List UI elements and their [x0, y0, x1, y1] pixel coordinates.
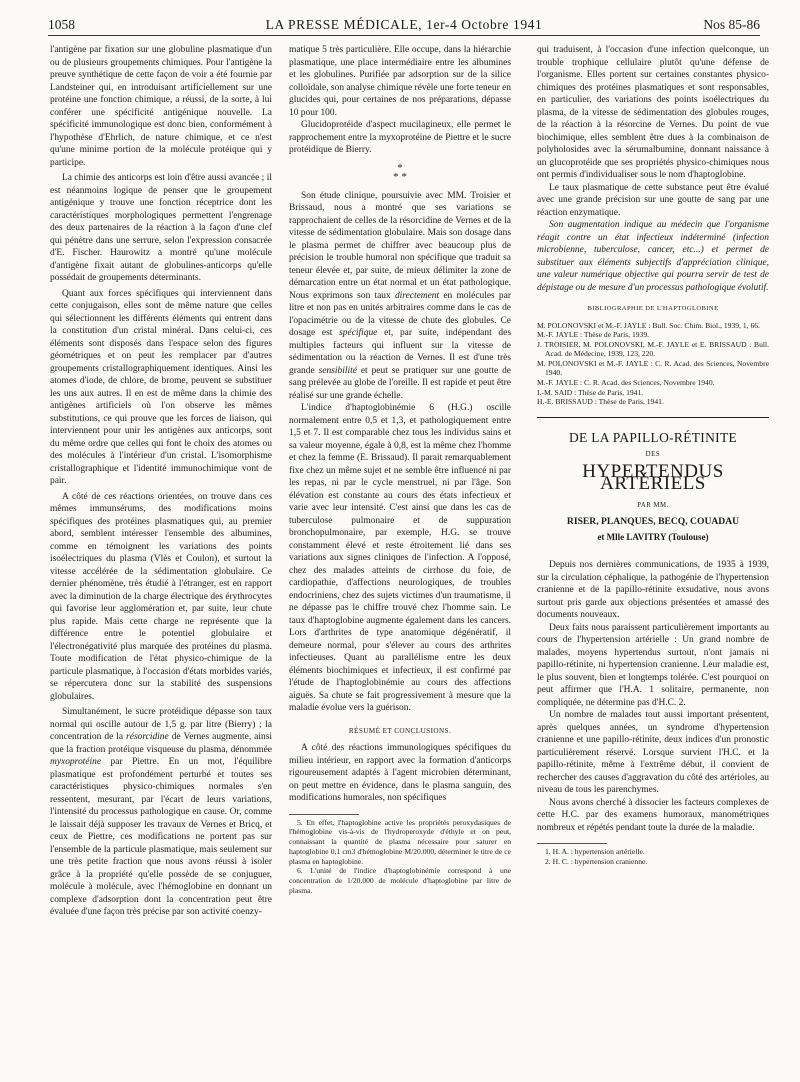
bibliography-heading: BIBLIOGRAPHIE DE L'HAPTOGLOBINE — [587, 305, 719, 312]
bibliography-entry: H.-E. BRISSAUD : Thèse de Paris, 1941. — [537, 397, 664, 407]
footnote: 1. H. A. : hypertension artérielle. — [545, 847, 645, 857]
text-run: de Vernes augmente, ainsi que la fraction protéique visqueuse du plasma, dénommée — [50, 732, 272, 755]
footnote: 6. L'unité de l'indice d'haptoglobinémie correspond à une concentration de 1/20.000 de molécule d'haptoglobine par litre de plasma. — [289, 866, 511, 896]
article-authors-affiliation: et Mlle LAVITRY (Toulouse) — [597, 531, 709, 542]
article-separator-rule — [537, 417, 769, 418]
text-run: Simultanément, le sucre protéidique dépasse son taux normal qui oscille autour de 1,5 g. par litre (Bierry) ; la concentration de la — [50, 707, 272, 742]
paragraph: La chimie des anticorps est loin d'être aussi avancée ; il est néanmoins logique de penser que le groupement antigénique y trouve une fonction réceptrice dont les caractéristiques morphologiques permettent l'engrenage des deux partenaires de la réaction à la façon d'une clef qui pénètre dans une serrure, selon l'expression consacrée d'E. Fischer. Haurowitz a montré qu'une molécule d'antigène fixait autant de globulines-anticorps qu'elle possédait de groupements déterminants. — [50, 173, 272, 283]
paragraph: qui traduisent, à l'occasion d'une infection quelconque, un trouble trophique cellulaire plutôt qu'une défense de l'organisme. Elles portent sur certaines constantes physico-chimiques des protéines plasmatiques et sont responsables, en particulier, des variations des points isoélectriques du plasma, de la vitesse de sédimentation des globules rouges, de la réaction à la résorcine de Vernes. Du point de vue biochimique, elles semblent être dues à la combinaison de polyholosides avec la sérumalbumine, donnant naissance à un glucoprotéide que ses propriétés physico-chimiques nous ont permis d'individualiser sous le nom d'haptoglobine. — [537, 45, 769, 180]
bibliography-entry: M.-F. JAYLE : C. R. Acad. des Sciences, Novembre 1940. — [537, 378, 715, 388]
paragraph — [289, 190, 511, 403]
article-byline-prefix: PAR MM. — [637, 501, 669, 509]
text-run: et, par suite, indépendant des multiples facteurs qui influent sur la vitesse de sédimentation ou la réaction de Vernes. Il est d'une très grande — [289, 328, 511, 376]
italic-term: résorcidine — [126, 732, 169, 742]
italic-term: spécifique — [339, 328, 378, 338]
paragraph: l'antigène par fixation sur une globuline plasmatique d'un ou de plusieurs groupements chimiques. Pour l'antigène la preuve synthétique de cette façon de voir a été fournie par Landsteiner qui, en introduisant artificiellement sur une protéine une fonction chimique, a réussi, de la sorte, à lui conférer une spécificité antigénique nouvelle. La spécificité immunologique est donc bien, conformément à l'hypothèse d'Ehrlich, de nature chimique, et ce n'est qu'une minime portion de la molécule protéique qui y participe. — [50, 45, 272, 168]
article-kicker: DE LA PAPILLO-RÉTINITE — [568, 429, 738, 445]
footnotes — [289, 818, 511, 896]
section-heading: RÉSUMÉ ET CONCLUSIONS. — [348, 726, 452, 735]
italic-term: directement — [394, 290, 440, 301]
text-run: par Piettre. En un mot, l'équilibre plasmatique est profondément perturbé et toutes ses caractéristiques physico-chimiques normales s'en ressentent, mesurant, par l'écart de leurs variations, l'intensité du processus pathologique en cause. Or, comme le laissait déjà supposer les travaux de Vernes et Bricq, et ceux de Piettre, ces modifications ne portent pas sur l'ensemble de la particule plasmatique, mais seulement sur une très petite fraction que nous avons réussi à isoler grâce à la propriété qu'elle possède de se conjuguer, molécule à molécule, avec l'hémoglobine en donnant un complexe d'adsorption dont la concentration peut être évaluée d'une façon très précise par son activité coenzy- — [50, 757, 272, 917]
paragraph: Nous avons cherché à dissocier les facteurs complexes de cette H.C. par des examens humoraux, manométriques nombreux et répétés pendant toute la durée de la maladie. — [537, 797, 769, 833]
bibliography-list — [537, 321, 769, 407]
paragraph: Un nombre de malades tout aussi important présentent, après quelques années, un syndrome d'hypertension cranienne et une papillo-rétinite, deux indices d'un pronostic particulièrement réservé. Lorsque survient l'H.C. et la papillo-rétinite, même à l'extrême début, il convient de rechercher des causes d'aggravation du côté des artérioles, au niveau de tous les parenchymes. — [537, 710, 769, 796]
paragraph-italic: Son augmentation indique au médecin que l'organisme réagit contre un état infectieux indéterminé (infection microbienne, tuberculose, cancer, etc...) et permet de substituer aux éléments subjectifs d'appréciation clinique, une valeur numérique objective qui pourra servir de test de dépistage ou de mesure d'un processus pathologique évolutif. — [537, 220, 769, 293]
journal-title: LA PRESSE MÉDICALE, 1er-4 Octobre 1941 — [265, 17, 543, 32]
footnotes — [537, 847, 769, 867]
paragraph: A côté de ces réactions orientées, on trouve dans ces mêmes immunsérums, des modifications moins spécifiques des protéines plasmatiques qui, au premier abord, semblent intéresser l'ensemble des albumines, comme en témoignent les variations des points isoélectriques du plasma (Vlès et Coulon), et surtout la vitesse accélérée de la sédimentation globulaire. Ce dernier phénomène, très étudié à l'étranger, est en rapport avec la diminution de la charge électrique des érythrocytes qui favorise leur agglomération et, par suite, leur chute plus rapide. Mais cette charge ne représente que la différence entre le potentiel globulaire et l'électronégativité plus marquée des protéines du plasma. Toute modification de l'état physico-chimique de la particule plasmatique, à l'occasion d'états morbides variés, se répercutera donc sur la stabilité des suspensions globulaires. — [50, 491, 272, 702]
column-1 — [50, 44, 272, 919]
issue-number: Nos 85-86 — [703, 17, 760, 32]
section-separator-asterisks: * * * — [393, 161, 407, 183]
italic-term: sensibilité — [318, 365, 357, 376]
bibliography-entry: M. POLONOVSKI et M.-F. JAYLE : C. R. Acad. des Sciences, Novembre 1940. — [537, 358, 769, 378]
paragraph: Quant aux forces spécifiques qui interviennent dans cette conjugaison, elles sont de même nature que celles qui sélectionnent les différents éléments qui entrent dans la constitution d'un cristal minéral. Dans celui-ci, ces éléments sont disposés dans l'espace selon des figures géométriques et on peut les remplacer par d'autres groupements cristallographiquement identiques. Ainsi les atomes d'iode, de chlore, de brome, peuvent se substituer les uns aux autres. Il en est de même dans la chimie des antigènes artificiels où l'on observe les mêmes substitutions, ce qui prouve que les forces de liaison, qui interviennent pour unir les antigènes aux anticorps, sont du même ordre que celles qui font le choix des atomes ou des molécules à l'intérieur d'un cristal. L'isomorphisme cristallographique et l'identité immunochimique vont de pair. — [50, 288, 272, 486]
bibliography-entry: J. TROISIER, M. POLONOVSKI, M.-F. JAYLE et E. BRISSAUD : Bull. Acad. de Médecine, 1939, 123, 220. — [537, 339, 769, 359]
article-connector: DES — [645, 451, 661, 459]
paragraph: Depuis nos dernières communications, de 1935 à 1939, sur la circulation céphalique, la pathogénie de l'hypertension cranienne et de la papillo-rétinite exsudative, nous avons surtout pris garde aux objections présentées et amassé des documents nouveaux. — [537, 560, 769, 621]
italic-term: myxoprotéine — [50, 757, 102, 767]
paragraph: matique 5 très particulière. Elle occupe, dans la hiérarchie plasmatique, une place intermédiaire entre les albumines et les globulines. Purifiée par adsorption sur de la silice colloïdale, son analyse chimique révèle une forte teneur en glucides qui, pour certaines de nos préparations, dépasse 10 pour 100. — [289, 45, 511, 118]
running-header — [48, 16, 760, 34]
paragraph — [50, 706, 272, 919]
paragraph: A côté des réactions immunologiques spécifiques du milieu intérieur, en rapport avec la formation d'anticorps rigoureusement adaptés à l'agent microbien déterminant, on peut mettre en évidence, dans le plasma sanguin, des modifications humorales, non spécifiques — [289, 743, 511, 803]
bibliography-entry: I.-M. SAID : Thèse de Paris, 1941. — [537, 387, 644, 397]
column-3 — [537, 44, 769, 867]
paragraph: Le taux plasmatique de cette substance peut être évalué avec une grande précision sur une goutte de sang par une réaction enzymatique. — [537, 182, 769, 218]
text-run: en molécules par litre et non pas en unités arbitraires comme dans le cas de l'opacimétrie ou de la vitesse de chute des globules. Ce dosage est — [289, 290, 511, 338]
bibliography-entry: M. POLONOVSKI et M.-F. JAYLE : Bull. Soc. Chim. Biol., 1939, 1, 66. — [537, 320, 760, 330]
paragraph: L'indice d'haptoglobinémie 6 (H.G.) oscille normalement entre 0,5 et 1,3, et pathologiquement entre 1,5 et 7. Il est comparable chez tous les individus sains et sa valeur moyenne, égale à 0,8, est la même chez l'homme et chez la femme (E. Brissaud). Il parait remarquablement fixe chez un même sujet et ne semble être influencé ni par les repas, ni par le cycle menstruel, ni par l'âge. Son élévation est constante au cours des états infectieux et varie avec leur intensité. C'est ainsi que dans les cas de tuberculose pulmonaire et de suppuration bronchopulmonaire, par exemple, H.G. se trouve constamment élevé et reste étroitement lié dans ses variations aux signes cliniques de l'infection. A l'opposé, chez des malades atteints de cirrhose du foie, de cardiopathie, d'affections neurologiques, de troubles endocriniens, chez des sujets victimes d'un traumatisme, il ne dépasse pas le chiffre trouvé chez l'homme sain. Le taux d'haptoglobine augmente également dans les cancers. Lors d'arthrites de type anatomique dégénératif, il demeure normal, pour s'élever au cours des arthrites infectieuses. Quant au parallélisme entre les deux éléments biochimiques et infectieux, il est confirmé par l'étude de l'haptoglobinémie au cours des affections aiguës. Sa chute se fait progressivement à mesure que la maladie évolue vers la guérison. — [289, 403, 511, 713]
column-2 — [289, 44, 511, 896]
article-authors: RISER, PLANQUES, BECQ, COUADAU — [566, 516, 740, 528]
page-number: 1058 — [48, 17, 75, 32]
paragraph: Deux faits nous paraissent particulièrement importants au cours de l'hypertension artérielle : Un grand nombre de malades, moyens hypertendus surtout, n'ont jamais ni papillo-rétinite, ni hypertension cranienne. Leur maladie est, le plus souvent, bien et longtemps tolérée. C'est pourquoi on peut affirmer que l'H.A. 1 solitaire, permanente, non compliquée, ne détermine pas d'H.C. 2. — [537, 622, 769, 708]
footnote: 2. H. C. : hypertension cranienne. — [545, 857, 648, 867]
header-rule — [48, 35, 760, 36]
paragraph: Glucidoprotéide d'aspect mucilagineux, elle permet le rapprochement entre la myxoprotéine de Piettre et le sucre protéidique de Bierry. — [289, 120, 511, 155]
bibliography-entry: M.-F. JAYLE : Thèse de Paris, 1939. — [537, 330, 650, 340]
footnote: 5. En effet, l'haptoglobine active les propriétés peroxydasiques de l'hémoglobine vis-à-vis de l'hydroperoxyde d'éthyle et on peut, connaissant la quantité de plasma nécessaire pour saturer en haptoglobine 0,1 cm3 d'hémoglobine M/20.000, déterminer le titre de ce plasma en haptoglobine. — [289, 817, 511, 866]
article-title: HYPERTENDUS ARTÉRIELS — [582, 460, 724, 495]
text-run: Son étude clinique, poursuivie avec MM. Troisier et Brissaud, nous a montré que ses variations se rapprochaient de celles de la résorcidine de Vernes et de la vitesse de sédimentation globulaire. Mais son dosage dans le plasma permet de chiffrer avec beaucoup plus de précision le trouble humoral non spécifique que traduit sa teneur élevée et, par suite, de mieux délimiter la zone de démarcation entre un état normal et un état pathologique. Nous exprimons son taux — [289, 190, 511, 301]
text-run: et peut se pratiquer sur une goutte de sang prélevée au globe de l'oreille. Il est rapide et peut être réalisé sur une grande échelle. — [289, 365, 511, 401]
